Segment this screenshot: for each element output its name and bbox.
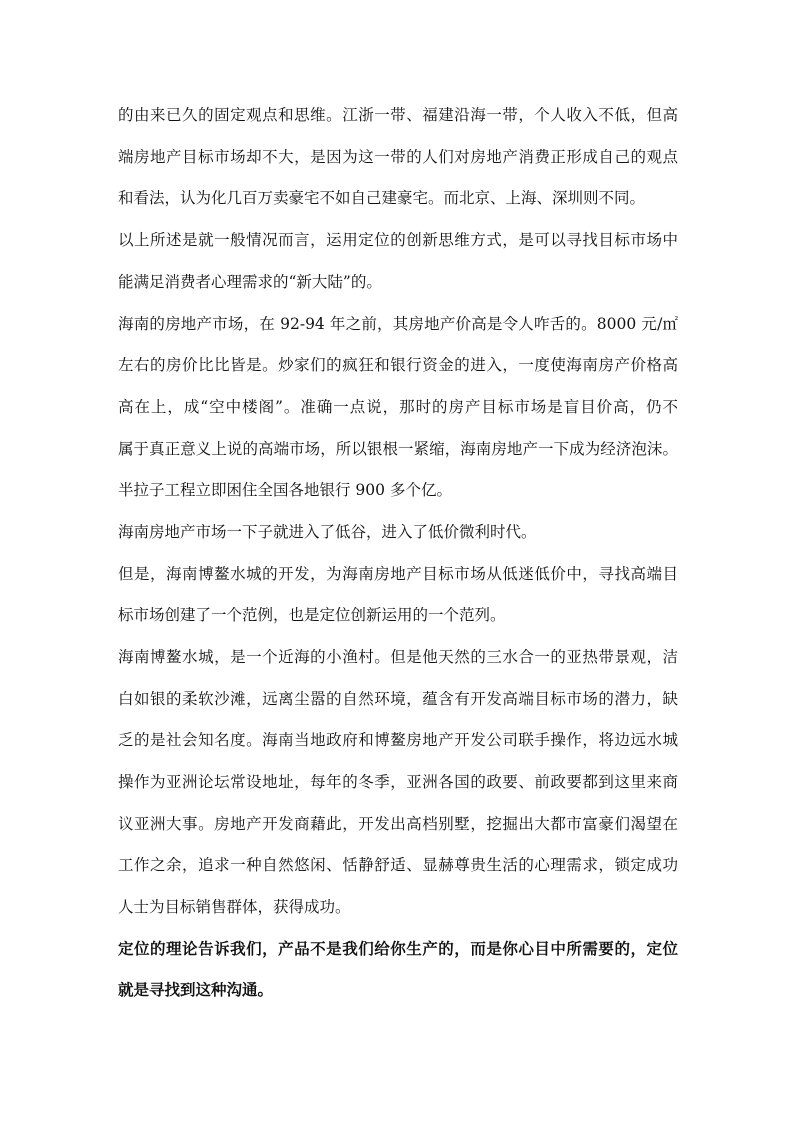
text-line: 的由来已久的固定观点和思维。江浙一带、福建沿海一带，个人收入不低，但高 bbox=[118, 106, 678, 124]
text-line: 以上所述是就一般情况而言，运用定位的创新思维方式，是可以寻找目标市场中 bbox=[118, 231, 678, 249]
emphasis-line: 定位的理论告诉我们，产品不是我们给你生产的，而是你心目中所需要的，定位 bbox=[118, 939, 678, 958]
text-line: 属于真正意义上说的高端市场，所以银根一紧缩，海南房地产一下成为经济泡沫。 bbox=[118, 440, 678, 458]
text-line: 海南的房地产市场，在 92-94 年之前，其房地产价高是令人咋舌的。8000 元/㎡ bbox=[118, 315, 678, 333]
text-line: 海南房地产市场一下子就进入了低谷，进入了低价微利时代。 bbox=[118, 523, 537, 541]
text-line: 左右的房价比比皆是。炒家们的疯狂和银行资金的进入，一度使海南房产价格高 bbox=[118, 356, 678, 374]
text-line: 工作之余，追求一种自然悠闲、恬静舒适、显赫尊贵生活的心理需求，锁定成功 bbox=[118, 856, 678, 874]
text-line: 人士为目标销售群体，获得成功。 bbox=[118, 898, 351, 916]
text-line: 和看法，认为化几百万卖豪宅不如自己建豪宅。而北京、上海、深圳则不同。 bbox=[118, 189, 646, 207]
text-line: 乏的是社会知名度。海南当地政府和博鳌房地产开发公司联手操作，将边远水城 bbox=[118, 731, 678, 749]
text-line: 议亚洲大事。房地产开发商藉此，开发出高档别墅，挖掘出大都市富豪们渴望在 bbox=[118, 815, 678, 833]
text-line: 标市场创建了一个范例，也是定位创新运用的一个范列。 bbox=[118, 606, 506, 624]
text-line: 半拉子工程立即困住全国各地银行 900 多个亿。 bbox=[118, 481, 452, 499]
text-line: 高在上，成“空中楼阁”。准确一点说，那时的房产目标市场是盲目价高，仍不 bbox=[118, 398, 678, 416]
text-line: 能满足消费者心理需求的“新大陆”的。 bbox=[118, 273, 382, 291]
text-line: 但是，海南博鳌水城的开发，为海南房地产目标市场从低迷低价中，寻找高端目 bbox=[118, 565, 678, 583]
text-line: 端房地产目标市场却不大，是因为这一带的人们对房地产消费正形成自己的观点 bbox=[118, 148, 678, 166]
text-line: 操作为亚洲论坛常设地址，每年的冬季，亚洲各国的政要、前政要都到这里来商 bbox=[118, 773, 678, 791]
emphasis-line: 就是寻找到这种沟通。 bbox=[118, 980, 274, 999]
text-line: 白如银的柔软沙滩，远离尘嚣的自然环境，蕴含有开发高端目标市场的潜力，缺 bbox=[118, 690, 678, 708]
text-line: 海南博鳌水城，是一个近海的小渔村。但是他天然的三水合一的亚热带景观，洁 bbox=[118, 648, 678, 666]
